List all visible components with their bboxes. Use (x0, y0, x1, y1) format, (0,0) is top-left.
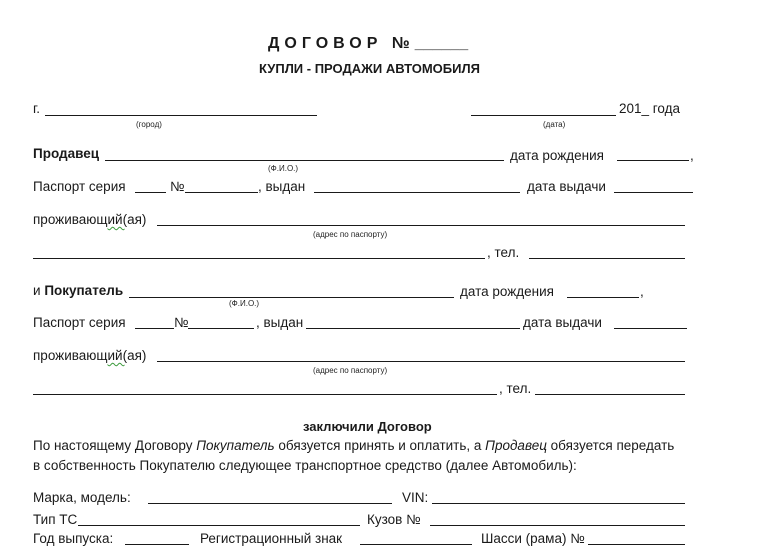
reg-plate-label: Регистрационный знак (200, 531, 343, 546)
buyer-issue-date-label: дата выдачи (523, 315, 602, 330)
vin-field[interactable] (432, 503, 685, 504)
paragraph-seller-word: Продавец (485, 438, 547, 453)
buyer-fio-hint: (Ф.И.О.) (229, 299, 260, 308)
buyer-phone-label: , тел. (499, 381, 532, 396)
buyer-residing-suffix: ая) (127, 348, 147, 363)
seller-birth-field[interactable] (617, 160, 689, 161)
seller-fio-field[interactable] (105, 160, 504, 161)
seller-residing-word: ий( (107, 212, 128, 227)
seller-issue-date-field[interactable] (614, 192, 693, 193)
buyer-issue-date-field[interactable] (614, 328, 687, 329)
buyer-address-field[interactable] (157, 361, 685, 362)
buyer-birth-field[interactable] (567, 297, 639, 298)
date-field[interactable] (471, 115, 616, 116)
vehicle-type-field[interactable] (78, 525, 360, 526)
seller-issued-label: , выдан (258, 179, 306, 194)
buyer-number-sign: № (174, 315, 189, 330)
make-model-field[interactable] (148, 503, 392, 504)
body-number-label: Кузов № (367, 512, 421, 527)
year-text: 201_ года (619, 101, 681, 116)
buyer-address-field-2[interactable] (33, 394, 497, 395)
seller-passport-label: Паспорт серия (33, 179, 126, 194)
document-title: ДОГОВОР №______ (268, 35, 469, 52)
seller-residing-prefix: проживающ (33, 212, 108, 227)
paragraph-line-1 (33, 438, 674, 454)
seller-residing-label (33, 212, 146, 228)
seller-phone-field[interactable] (529, 258, 685, 259)
buyer-passport-number-field[interactable] (188, 328, 254, 329)
city-hint: (город) (136, 120, 162, 129)
vin-label: VIN: (402, 490, 429, 505)
buyer-birth-comma: , (640, 284, 644, 299)
chassis-field[interactable] (588, 544, 685, 545)
buyer-residing-label (33, 348, 146, 364)
buyer-passport-series-field[interactable] (135, 328, 174, 329)
buyer-label: Покупатель (44, 283, 124, 298)
buyer-birth-label: дата рождения (460, 284, 554, 299)
seller-issue-date-label: дата выдачи (527, 179, 606, 194)
concluded-heading: заключили Договор (303, 419, 432, 434)
title-text: ДОГОВОР № (268, 35, 415, 52)
year-field[interactable] (125, 544, 189, 545)
city-field[interactable] (45, 115, 317, 116)
seller-phone-label: , тел. (487, 245, 520, 260)
paragraph-text-a: По настоящему Договору (33, 438, 197, 453)
seller-address-hint: (адрес по паспорту) (313, 230, 388, 239)
buyer-address-hint: (адрес по паспорту) (313, 366, 388, 375)
seller-address-field-2[interactable] (33, 258, 485, 259)
paragraph-buyer-word: Покупатель (196, 438, 275, 453)
buyer-fio-field[interactable] (129, 297, 454, 298)
buyer-residing-word: ий( (107, 348, 128, 363)
seller-passport-number-field[interactable] (185, 192, 258, 193)
year-label: Год выпуска: (33, 531, 114, 546)
seller-birth-comma: , (690, 148, 694, 163)
seller-address-field[interactable] (157, 225, 685, 226)
body-number-field[interactable] (430, 525, 685, 526)
buyer-and-word: и (33, 283, 41, 298)
vehicle-type-label: Тип ТС (33, 512, 78, 527)
buyer-heading (33, 283, 123, 299)
buyer-issued-label: , выдан (256, 315, 304, 330)
buyer-passport-label: Паспорт серия (33, 315, 126, 330)
chassis-label: Шасси (рама) № (481, 531, 585, 546)
seller-birth-label: дата рождения (510, 148, 604, 163)
seller-label: Продавец (33, 146, 100, 161)
document-subtitle: КУПЛИ - ПРОДАЖИ АВТОМОБИЛЯ (259, 61, 480, 76)
seller-fio-hint: (Ф.И.О.) (268, 164, 299, 173)
seller-number-sign: № (170, 179, 185, 194)
paragraph-text-c: обязуется передать (546, 438, 675, 453)
paragraph-text-b: обязуется принять и оплатить, а (274, 438, 486, 453)
buyer-phone-field[interactable] (535, 394, 685, 395)
make-model-label: Марка, модель: (33, 490, 131, 505)
seller-passport-series-field[interactable] (135, 192, 166, 193)
reg-plate-field[interactable] (360, 544, 472, 545)
buyer-residing-prefix: проживающ (33, 348, 108, 363)
date-hint: (дата) (543, 120, 566, 129)
city-prefix: г. (33, 101, 41, 116)
seller-issued-by-field[interactable] (314, 192, 520, 193)
buyer-issued-by-field[interactable] (306, 328, 520, 329)
paragraph-line-2: в собственность Покупателю следующее транспортное средство (далее Автомобиль): (33, 458, 577, 473)
seller-residing-suffix: ая) (127, 212, 147, 227)
